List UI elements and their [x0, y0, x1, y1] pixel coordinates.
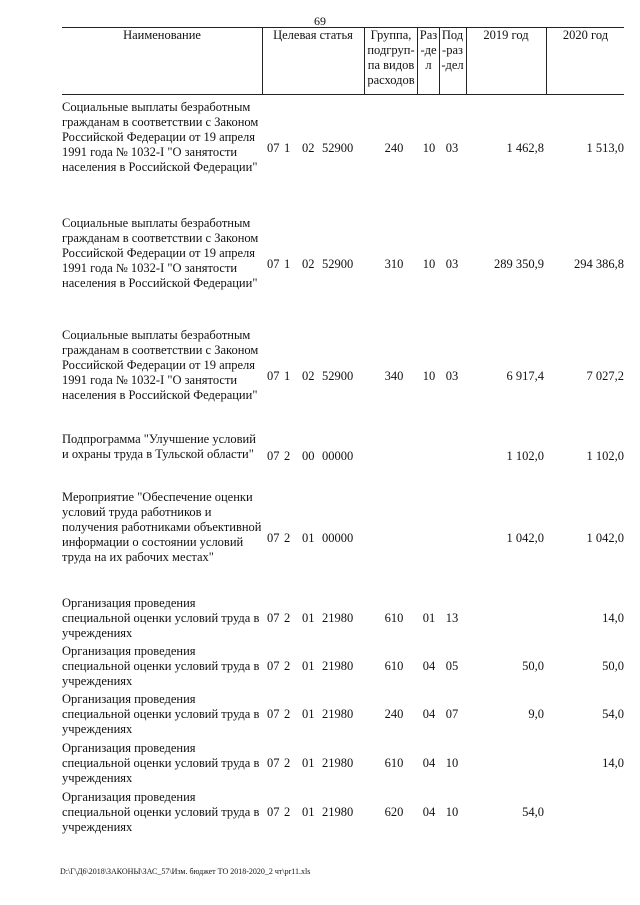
cell-podrazdel: 10 — [445, 805, 459, 819]
code-direction: 52900 — [322, 141, 354, 155]
code-subprogram: 2 — [284, 531, 291, 545]
header-2019: 2019 год — [483, 28, 529, 42]
code-main-event: 01 — [302, 659, 315, 673]
header-razdel: Раз-дел — [419, 28, 438, 72]
cell-group: 610 — [384, 756, 404, 770]
row-name: Мероприятие "Обеспечение оценки условий труда работников и получения работниками объективной информации о состоянии условий труда на их рабочих местах" — [62, 490, 262, 564]
row-name: Организация проведения специальной оценки условий труда в учреждениях — [62, 644, 260, 688]
code-program: 07 — [267, 369, 280, 383]
cell-podrazdel: 05 — [445, 659, 459, 673]
code-direction: 00000 — [322, 531, 354, 545]
cell-2020: 1 102,0 — [586, 449, 624, 463]
header-group: Группа, подгруп-па видов расходов — [367, 28, 415, 87]
cell-2019: 289 350,9 — [494, 257, 544, 271]
cell-podrazdel: 10 — [445, 756, 459, 770]
code-subprogram: 2 — [284, 756, 291, 770]
code-program: 07 — [267, 257, 280, 271]
code-direction: 21980 — [322, 659, 354, 673]
cell-2020: 14,0 — [602, 611, 624, 625]
code-subprogram: 2 — [284, 805, 291, 819]
code-main-event: 02 — [302, 141, 315, 155]
cell-podrazdel: 03 — [445, 369, 459, 383]
code-program: 07 — [267, 141, 280, 155]
cell-podrazdel: 03 — [445, 141, 459, 155]
cell-razdel: 01 — [422, 611, 436, 625]
cell-razdel: 10 — [422, 257, 436, 271]
cell-2019: 6 917,4 — [506, 369, 544, 383]
cell-group: 620 — [384, 805, 404, 819]
code-main-event: 00 — [302, 449, 315, 463]
code-direction: 52900 — [322, 369, 354, 383]
table-header — [62, 27, 624, 95]
code-program: 07 — [267, 531, 280, 545]
code-main-event: 01 — [302, 707, 315, 721]
cell-group: 610 — [384, 611, 404, 625]
cell-2019: 1 102,0 — [506, 449, 544, 463]
code-direction: 21980 — [322, 805, 354, 819]
cell-2020: 14,0 — [602, 756, 624, 770]
code-direction: 21980 — [322, 756, 354, 770]
row-name: Социальные выплаты безработным гражданам в соответствии с Законом Российской Федерации от 19 апреля 1991 года № 1032-I "О занятости населения в Российской Федерации" — [62, 328, 259, 402]
cell-razdel: 04 — [422, 805, 436, 819]
page-number: 69 — [314, 14, 326, 28]
row-name: Организация проведения специальной оценки условий труда в учреждениях — [62, 596, 260, 640]
row-name: Социальные выплаты безработным гражданам в соответствии с Законом Российской Федерации от 19 апреля 1991 года № 1032-I "О занятости населения в Российской Федерации" — [62, 216, 259, 290]
code-main-event: 01 — [302, 531, 315, 545]
cell-group: 240 — [384, 707, 404, 721]
header-2020: 2020 год — [562, 28, 609, 42]
code-main-event: 01 — [302, 611, 315, 625]
code-program: 07 — [267, 805, 280, 819]
cell-group: 310 — [384, 257, 404, 271]
code-direction: 00000 — [322, 449, 354, 463]
cell-2019: 1 042,0 — [506, 531, 544, 545]
header-podrazdel: Под-раз-дел — [441, 28, 464, 72]
cell-2019: 54,0 — [522, 805, 544, 819]
cell-razdel: 04 — [422, 707, 436, 721]
code-subprogram: 2 — [284, 659, 291, 673]
cell-group: 610 — [384, 659, 404, 673]
cell-2020: 294 386,8 — [574, 257, 624, 271]
row-name: Социальные выплаты безработным гражданам в соответствии с Законом Российской Федерации от 19 апреля 1991 года № 1032-I "О занятости населения в Российской Федерации" — [62, 100, 259, 174]
header-target: Целевая статья — [273, 28, 353, 42]
code-subprogram: 1 — [284, 257, 291, 271]
cell-group: 340 — [384, 369, 404, 383]
code-direction: 21980 — [322, 611, 354, 625]
code-direction: 52900 — [322, 257, 354, 271]
code-subprogram: 2 — [284, 707, 291, 721]
code-program: 07 — [267, 449, 280, 463]
code-main-event: 01 — [302, 756, 315, 770]
code-program: 07 — [267, 756, 280, 770]
cell-2019: 1 462,8 — [506, 141, 544, 155]
cell-razdel: 10 — [422, 369, 436, 383]
cell-2020: 7 027,2 — [586, 369, 624, 383]
code-main-event: 01 — [302, 805, 315, 819]
row-name: Организация проведения специальной оценки условий труда в учреждениях — [62, 790, 260, 834]
code-subprogram: 2 — [284, 449, 291, 463]
code-subprogram: 1 — [284, 141, 291, 155]
cell-2020: 1 513,0 — [586, 141, 624, 155]
code-program: 07 — [267, 611, 280, 625]
cell-group: 240 — [384, 141, 404, 155]
code-program: 07 — [267, 659, 280, 673]
row-name: Подпрограмма "Улучшение условий и охраны труда в Тульской области" — [62, 432, 256, 461]
code-subprogram: 2 — [284, 611, 291, 625]
code-program: 07 — [267, 707, 280, 721]
cell-2020: 54,0 — [602, 707, 624, 721]
cell-2020: 50,0 — [602, 659, 624, 673]
header-name: Наименование — [123, 28, 201, 42]
cell-podrazdel: 03 — [445, 257, 459, 271]
cell-2019: 50,0 — [522, 659, 544, 673]
cell-razdel: 04 — [422, 756, 436, 770]
cell-podrazdel: 07 — [445, 707, 459, 721]
cell-2020: 1 042,0 — [586, 531, 624, 545]
code-main-event: 02 — [302, 369, 315, 383]
cell-2019: 9,0 — [528, 707, 544, 721]
cell-podrazdel: 13 — [445, 611, 459, 625]
cell-razdel: 10 — [422, 141, 436, 155]
file-path-footer: D:\Г\Д6\2018\ЗАКОНЫ\ЗАС_57\Изм. бюджет ТО 2018-2020_2 чт\pr11.xls — [60, 867, 311, 876]
code-subprogram: 1 — [284, 369, 291, 383]
code-direction: 21980 — [322, 707, 354, 721]
code-main-event: 02 — [302, 257, 315, 271]
row-name: Организация проведения специальной оценки условий труда в учреждениях — [62, 741, 260, 785]
cell-razdel: 04 — [422, 659, 436, 673]
row-name: Организация проведения специальной оценки условий труда в учреждениях — [62, 692, 260, 736]
